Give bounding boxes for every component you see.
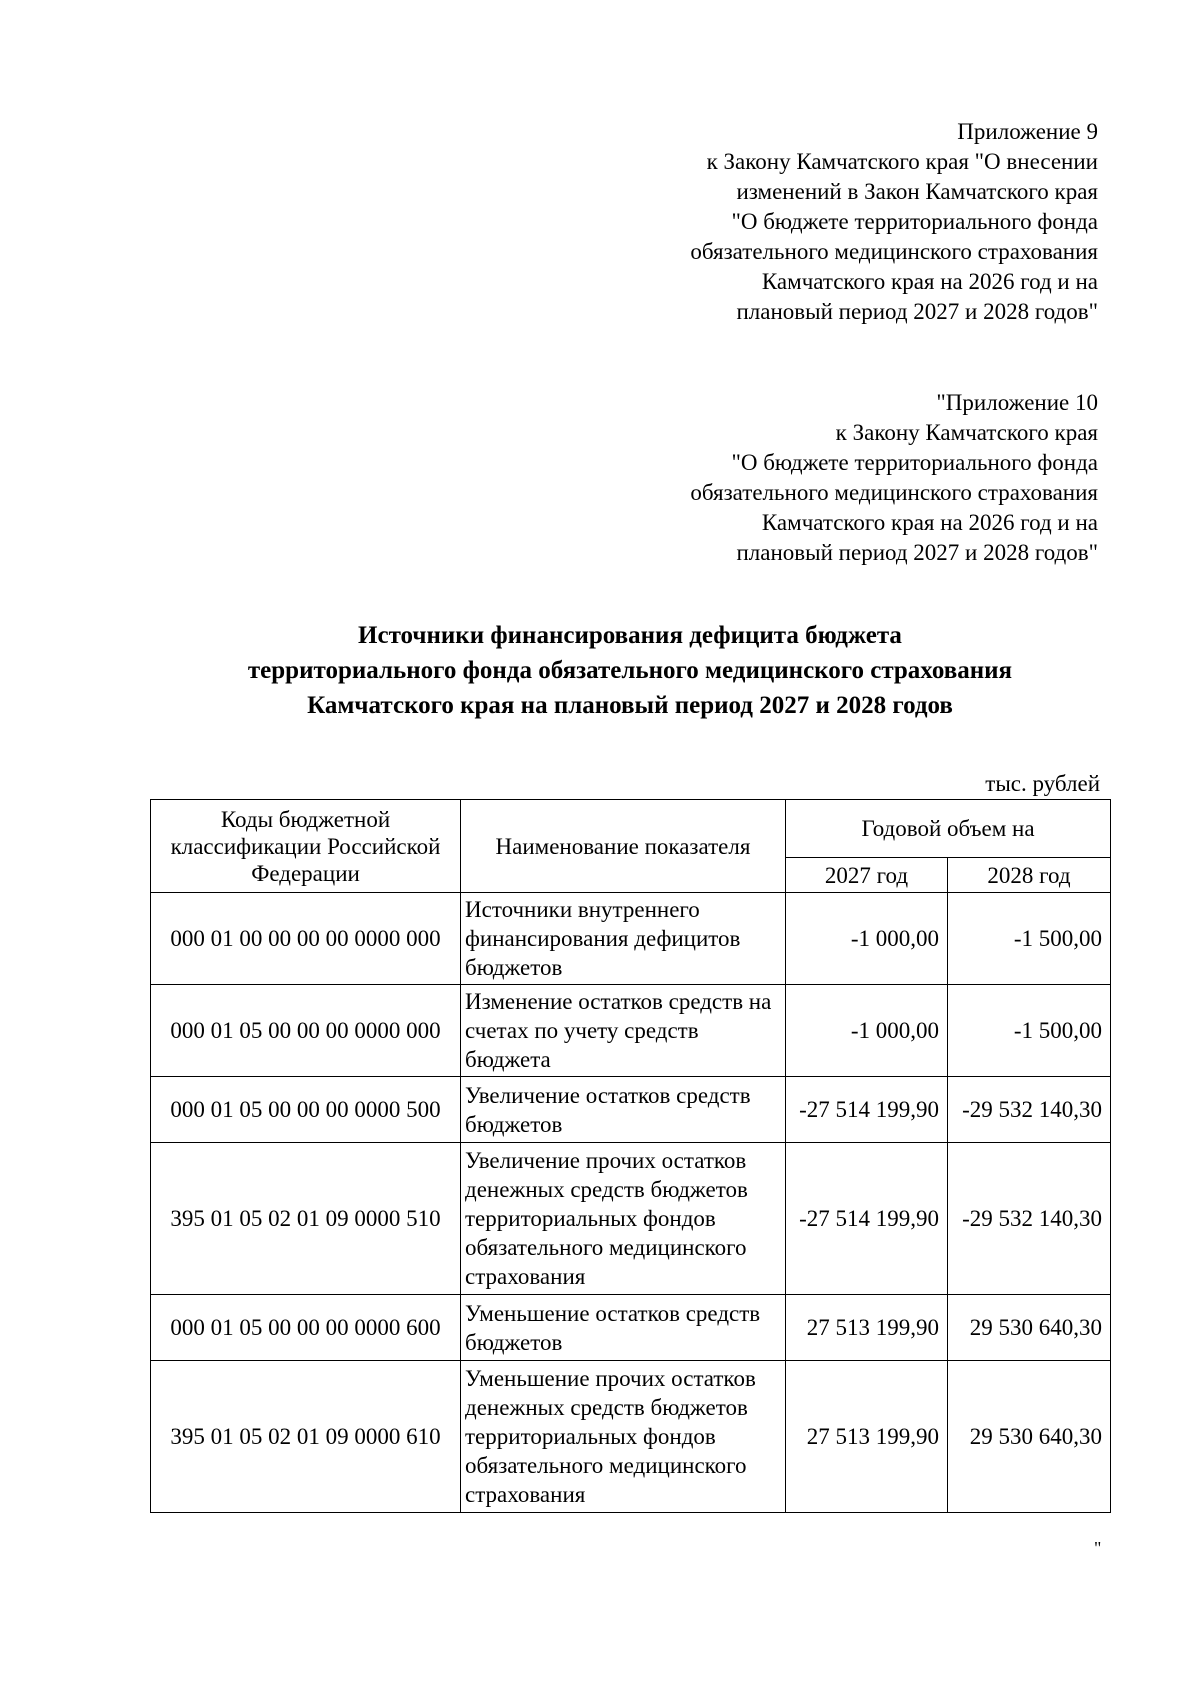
row-name: Уменьшение прочих остатков денежных средств бюджетов территориальных фондов обязательного медицинского страхования: [461, 1361, 786, 1513]
row-value-2027: -1 000,00: [786, 893, 948, 985]
row-value-2028: -29 532 140,30: [948, 1077, 1111, 1143]
row-code: 000 01 05 00 00 00 0000 500: [151, 1077, 461, 1143]
header-name: Наименование показателя: [461, 800, 786, 893]
appendix-9-line: Камчатского края на 2026 год и на: [761, 269, 1098, 294]
appendix-10-line: "Приложение 10: [936, 390, 1098, 415]
table-row: [151, 1077, 1111, 1143]
row-value-2027: 27 513 199,90: [786, 1295, 948, 1361]
row-value-2028: -1 500,00: [948, 985, 1111, 1077]
row-value-2028: 29 530 640,30: [948, 1295, 1111, 1361]
row-value-2027: -27 514 199,90: [786, 1143, 948, 1295]
table-row: [151, 893, 1111, 985]
title-line: Источники финансирования дефицита бюджета: [358, 622, 902, 649]
row-value-2028: 29 530 640,30: [948, 1361, 1111, 1513]
appendix-9-header: [690, 117, 1098, 327]
units-label: тыс. рублей: [985, 771, 1100, 796]
row-value-2028: -29 532 140,30: [948, 1143, 1111, 1295]
appendix-10-line: к Закону Камчатского края: [835, 420, 1098, 445]
header-code: Коды бюджетной классификации Российской Федерации: [151, 800, 461, 893]
title-line: территориального фонда обязательного медицинского страхования: [247, 657, 1013, 684]
table-row: [151, 985, 1111, 1077]
row-name: Увеличение прочих остатков денежных средств бюджетов территориальных фондов обязательного медицинского страхования: [461, 1143, 786, 1295]
table-row: [151, 1143, 1111, 1295]
appendix-10-line: обязательного медицинского страхования: [690, 480, 1098, 505]
appendix-10-line: Камчатского края на 2026 год и на: [761, 510, 1098, 535]
table-row: [151, 1295, 1111, 1361]
header-annual-volume: Годовой объем на: [786, 800, 1111, 858]
row-code: 000 01 05 00 00 00 0000 000: [151, 985, 461, 1077]
table-row: [151, 1361, 1111, 1513]
row-name: Увеличение остатков средств бюджетов: [461, 1077, 786, 1143]
title-line: Камчатского края на плановый период 2027 и 2028 годов: [307, 692, 953, 719]
closing-quote: ": [1094, 1538, 1102, 1558]
header-year-2027: 2027 год: [786, 858, 948, 893]
appendix-9-line: "О бюджете территориального фонда: [731, 209, 1098, 234]
row-name: Изменение остатков средств на счетах по учету средств бюджета: [461, 985, 786, 1077]
appendix-10-line: "О бюджете территориального фонда: [731, 450, 1098, 475]
appendix-9-line: к Закону Камчатского края "О внесении: [706, 149, 1098, 174]
appendix-10-header: [690, 388, 1098, 568]
financing-sources-table: [150, 799, 1111, 1513]
row-value-2028: -1 500,00: [948, 893, 1111, 985]
appendix-9-line: изменений в Закон Камчатского края: [736, 179, 1098, 204]
row-code: 000 01 00 00 00 00 0000 000: [151, 893, 461, 985]
row-value-2027: 27 513 199,90: [786, 1361, 948, 1513]
appendix-10-line: плановый период 2027 и 2028 годов": [736, 540, 1098, 565]
row-code: 000 01 05 00 00 00 0000 600: [151, 1295, 461, 1361]
row-value-2027: -1 000,00: [786, 985, 948, 1077]
row-name: Уменьшение остатков средств бюджетов: [461, 1295, 786, 1361]
row-code: 395 01 05 02 01 09 0000 610: [151, 1361, 461, 1513]
row-value-2027: -27 514 199,90: [786, 1077, 948, 1143]
row-code: 395 01 05 02 01 09 0000 510: [151, 1143, 461, 1295]
row-name: Источники внутреннего финансирования дефицитов бюджетов: [461, 893, 786, 985]
header-year-2028: 2028 год: [948, 858, 1111, 893]
appendix-9-line: плановый период 2027 и 2028 годов": [736, 299, 1098, 324]
appendix-9-line: обязательного медицинского страхования: [690, 239, 1098, 264]
document-title: [150, 618, 1110, 723]
appendix-9-line: Приложение 9: [957, 119, 1098, 144]
